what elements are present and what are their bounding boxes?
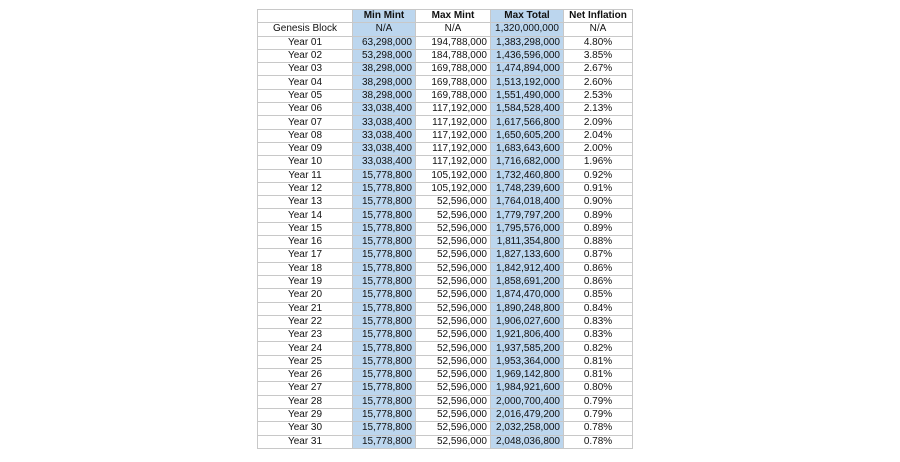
max-mint-cell: 52,596,000 [416, 408, 491, 421]
max-total-cell: 1,748,239,600 [491, 182, 564, 195]
max-total-cell: 1,969,142,800 [491, 369, 564, 382]
max-mint-cell: 52,596,000 [416, 249, 491, 262]
min-mint-cell: 33,038,400 [353, 156, 416, 169]
net-inflation-cell: 0.89% [564, 209, 633, 222]
table-row [258, 76, 633, 89]
max-total-cell: 1,650,605,200 [491, 129, 564, 142]
max-mint-cell: 184,788,000 [416, 49, 491, 62]
max-total-cell: 2,032,258,000 [491, 422, 564, 435]
table-row [258, 435, 633, 448]
net-inflation-cell: 4.80% [564, 36, 633, 49]
net-inflation-cell: 2.09% [564, 116, 633, 129]
net-inflation-cell: 0.83% [564, 329, 633, 342]
max-mint-cell: 105,192,000 [416, 182, 491, 195]
max-total-cell: 1,513,192,000 [491, 76, 564, 89]
max-total-cell: 2,000,700,400 [491, 395, 564, 408]
net-inflation-cell: 0.91% [564, 182, 633, 195]
max-mint-cell: 52,596,000 [416, 209, 491, 222]
max-mint-cell: 117,192,000 [416, 156, 491, 169]
min-mint-cell: 15,778,800 [353, 329, 416, 342]
max-total-cell: 1,617,566,800 [491, 116, 564, 129]
row-label-cell: Year 02 [258, 49, 353, 62]
inflation-table-container [257, 9, 633, 449]
table-row [258, 49, 633, 62]
max-total-cell: 1,890,248,800 [491, 302, 564, 315]
row-label-cell: Year 26 [258, 369, 353, 382]
row-label-cell: Year 06 [258, 103, 353, 116]
min-mint-cell: 15,778,800 [353, 355, 416, 368]
min-mint-cell: 38,298,000 [353, 63, 416, 76]
table-row [258, 302, 633, 315]
net-inflation-cell: 2.00% [564, 142, 633, 155]
min-mint-cell: 33,038,400 [353, 116, 416, 129]
max-mint-cell: 52,596,000 [416, 395, 491, 408]
table-row [258, 222, 633, 235]
net-inflation-cell: 2.67% [564, 63, 633, 76]
max-mint-cell: 52,596,000 [416, 355, 491, 368]
max-total-cell: 1,984,921,600 [491, 382, 564, 395]
max-mint-cell: 169,788,000 [416, 63, 491, 76]
net-inflation-cell: 0.79% [564, 408, 633, 421]
min-mint-cell: 15,778,800 [353, 435, 416, 448]
max-mint-cell: 52,596,000 [416, 369, 491, 382]
min-mint-cell: 38,298,000 [353, 89, 416, 102]
min-mint-cell: 15,778,800 [353, 302, 416, 315]
table-row [258, 196, 633, 209]
max-mint-cell: 52,596,000 [416, 275, 491, 288]
max-total-cell: 1,474,894,000 [491, 63, 564, 76]
max-total-cell: 2,048,036,800 [491, 435, 564, 448]
table-row [258, 315, 633, 328]
max-total-cell: 1,551,490,000 [491, 89, 564, 102]
max-mint-cell: 52,596,000 [416, 342, 491, 355]
table-body [258, 23, 633, 449]
row-label-cell: Year 22 [258, 315, 353, 328]
net-inflation-cell: 0.84% [564, 302, 633, 315]
max-mint-cell: 117,192,000 [416, 142, 491, 155]
row-label-cell: Year 12 [258, 182, 353, 195]
max-total-cell: 1,764,018,400 [491, 196, 564, 209]
row-label-cell: Year 30 [258, 422, 353, 435]
net-inflation-cell: 0.78% [564, 435, 633, 448]
max-mint-cell: 52,596,000 [416, 315, 491, 328]
table-row [258, 262, 633, 275]
max-mint-cell: 52,596,000 [416, 302, 491, 315]
min-mint-cell: 15,778,800 [353, 169, 416, 182]
max-total-cell: 1,795,576,000 [491, 222, 564, 235]
header-blank [258, 10, 353, 23]
row-label-cell: Year 05 [258, 89, 353, 102]
net-inflation-cell: 0.83% [564, 315, 633, 328]
min-mint-cell: 15,778,800 [353, 209, 416, 222]
net-inflation-cell: 0.80% [564, 382, 633, 395]
row-label-cell: Year 17 [258, 249, 353, 262]
table-row [258, 395, 633, 408]
net-inflation-cell: 0.92% [564, 169, 633, 182]
net-inflation-cell: 2.13% [564, 103, 633, 116]
max-mint-cell: 169,788,000 [416, 76, 491, 89]
max-total-cell: 1,716,682,000 [491, 156, 564, 169]
row-label-cell: Year 28 [258, 395, 353, 408]
min-mint-cell: 53,298,000 [353, 49, 416, 62]
row-label-cell: Year 19 [258, 275, 353, 288]
net-inflation-cell: 0.81% [564, 355, 633, 368]
max-mint-cell: 105,192,000 [416, 169, 491, 182]
max-total-cell: 1,320,000,000 [491, 23, 564, 36]
min-mint-cell: 15,778,800 [353, 236, 416, 249]
max-total-cell: 1,921,806,400 [491, 329, 564, 342]
max-total-cell: 1,842,912,400 [491, 262, 564, 275]
net-inflation-cell: 0.90% [564, 196, 633, 209]
net-inflation-cell: 0.85% [564, 289, 633, 302]
min-mint-cell: 15,778,800 [353, 369, 416, 382]
net-inflation-cell: 3.85% [564, 49, 633, 62]
row-label-cell: Year 25 [258, 355, 353, 368]
max-total-cell: 1,874,470,000 [491, 289, 564, 302]
inflation-table [257, 9, 633, 449]
max-total-cell: 1,953,364,000 [491, 355, 564, 368]
row-label-cell: Year 27 [258, 382, 353, 395]
max-mint-cell: 117,192,000 [416, 116, 491, 129]
row-label-cell: Year 18 [258, 262, 353, 275]
table-row [258, 209, 633, 222]
net-inflation-cell: 0.78% [564, 422, 633, 435]
table-row [258, 289, 633, 302]
table-row [258, 129, 633, 142]
net-inflation-cell: 0.87% [564, 249, 633, 262]
table-row [258, 329, 633, 342]
table-row [258, 382, 633, 395]
row-label-cell: Year 07 [258, 116, 353, 129]
table-row [258, 169, 633, 182]
min-mint-cell: 38,298,000 [353, 76, 416, 89]
net-inflation-cell: 0.86% [564, 262, 633, 275]
min-mint-cell: 33,038,400 [353, 142, 416, 155]
table-row [258, 156, 633, 169]
row-label-cell: Year 21 [258, 302, 353, 315]
min-mint-cell: 33,038,400 [353, 129, 416, 142]
min-mint-cell: 63,298,000 [353, 36, 416, 49]
min-mint-cell: 15,778,800 [353, 342, 416, 355]
table-row [258, 342, 633, 355]
max-mint-cell: 52,596,000 [416, 382, 491, 395]
table-header-row [258, 10, 633, 23]
table-row [258, 89, 633, 102]
table-row [258, 23, 633, 36]
max-mint-cell: 52,596,000 [416, 422, 491, 435]
max-total-cell: 1,584,528,400 [491, 103, 564, 116]
table-row [258, 236, 633, 249]
row-label-cell: Year 14 [258, 209, 353, 222]
table-row [258, 275, 633, 288]
min-mint-cell: 15,778,800 [353, 196, 416, 209]
table-row [258, 355, 633, 368]
min-mint-cell: N/A [353, 23, 416, 36]
max-mint-cell: 52,596,000 [416, 222, 491, 235]
min-mint-cell: 15,778,800 [353, 289, 416, 302]
max-mint-cell: 52,596,000 [416, 196, 491, 209]
max-total-cell: 1,906,027,600 [491, 315, 564, 328]
max-mint-cell: 52,596,000 [416, 262, 491, 275]
max-mint-cell: 194,788,000 [416, 36, 491, 49]
min-mint-cell: 15,778,800 [353, 408, 416, 421]
table-row [258, 408, 633, 421]
row-label-cell: Year 31 [258, 435, 353, 448]
row-label-cell: Year 03 [258, 63, 353, 76]
net-inflation-cell: N/A [564, 23, 633, 36]
max-mint-cell: 52,596,000 [416, 329, 491, 342]
max-total-cell: 1,827,133,600 [491, 249, 564, 262]
header-max-total: Max Total [491, 10, 564, 23]
max-mint-cell: 52,596,000 [416, 435, 491, 448]
max-total-cell: 1,683,643,600 [491, 142, 564, 155]
table-row [258, 116, 633, 129]
min-mint-cell: 15,778,800 [353, 315, 416, 328]
net-inflation-cell: 0.81% [564, 369, 633, 382]
max-total-cell: 1,436,596,000 [491, 49, 564, 62]
max-mint-cell: 117,192,000 [416, 103, 491, 116]
row-label-cell: Year 04 [258, 76, 353, 89]
row-label-cell: Year 09 [258, 142, 353, 155]
max-mint-cell: 117,192,000 [416, 129, 491, 142]
row-label-cell: Year 20 [258, 289, 353, 302]
row-label-cell: Year 10 [258, 156, 353, 169]
net-inflation-cell: 2.53% [564, 89, 633, 102]
table-row [258, 36, 633, 49]
net-inflation-cell: 1.96% [564, 156, 633, 169]
table-row [258, 142, 633, 155]
max-total-cell: 2,016,479,200 [491, 408, 564, 421]
min-mint-cell: 33,038,400 [353, 103, 416, 116]
row-label-cell: Year 24 [258, 342, 353, 355]
min-mint-cell: 15,778,800 [353, 275, 416, 288]
net-inflation-cell: 2.04% [564, 129, 633, 142]
row-label-cell: Genesis Block [258, 23, 353, 36]
header-max-mint: Max Mint [416, 10, 491, 23]
max-total-cell: 1,937,585,200 [491, 342, 564, 355]
row-label-cell: Year 08 [258, 129, 353, 142]
table-row [258, 422, 633, 435]
row-label-cell: Year 16 [258, 236, 353, 249]
row-label-cell: Year 29 [258, 408, 353, 421]
max-total-cell: 1,779,797,200 [491, 209, 564, 222]
max-mint-cell: 52,596,000 [416, 289, 491, 302]
table-row [258, 103, 633, 116]
row-label-cell: Year 23 [258, 329, 353, 342]
min-mint-cell: 15,778,800 [353, 249, 416, 262]
row-label-cell: Year 15 [258, 222, 353, 235]
table-row [258, 63, 633, 76]
net-inflation-cell: 0.86% [564, 275, 633, 288]
max-total-cell: 1,858,691,200 [491, 275, 564, 288]
net-inflation-cell: 0.88% [564, 236, 633, 249]
net-inflation-cell: 0.79% [564, 395, 633, 408]
row-label-cell: Year 13 [258, 196, 353, 209]
table-row [258, 249, 633, 262]
net-inflation-cell: 0.82% [564, 342, 633, 355]
max-mint-cell: N/A [416, 23, 491, 36]
max-total-cell: 1,811,354,800 [491, 236, 564, 249]
row-label-cell: Year 01 [258, 36, 353, 49]
max-mint-cell: 169,788,000 [416, 89, 491, 102]
header-min-mint: Min Mint [353, 10, 416, 23]
min-mint-cell: 15,778,800 [353, 182, 416, 195]
max-mint-cell: 52,596,000 [416, 236, 491, 249]
table-row [258, 182, 633, 195]
header-net-inflation: Net Inflation [564, 10, 633, 23]
net-inflation-cell: 2.60% [564, 76, 633, 89]
min-mint-cell: 15,778,800 [353, 422, 416, 435]
max-total-cell: 1,732,460,800 [491, 169, 564, 182]
table-row [258, 369, 633, 382]
net-inflation-cell: 0.89% [564, 222, 633, 235]
row-label-cell: Year 11 [258, 169, 353, 182]
min-mint-cell: 15,778,800 [353, 395, 416, 408]
min-mint-cell: 15,778,800 [353, 262, 416, 275]
min-mint-cell: 15,778,800 [353, 222, 416, 235]
max-total-cell: 1,383,298,000 [491, 36, 564, 49]
min-mint-cell: 15,778,800 [353, 382, 416, 395]
